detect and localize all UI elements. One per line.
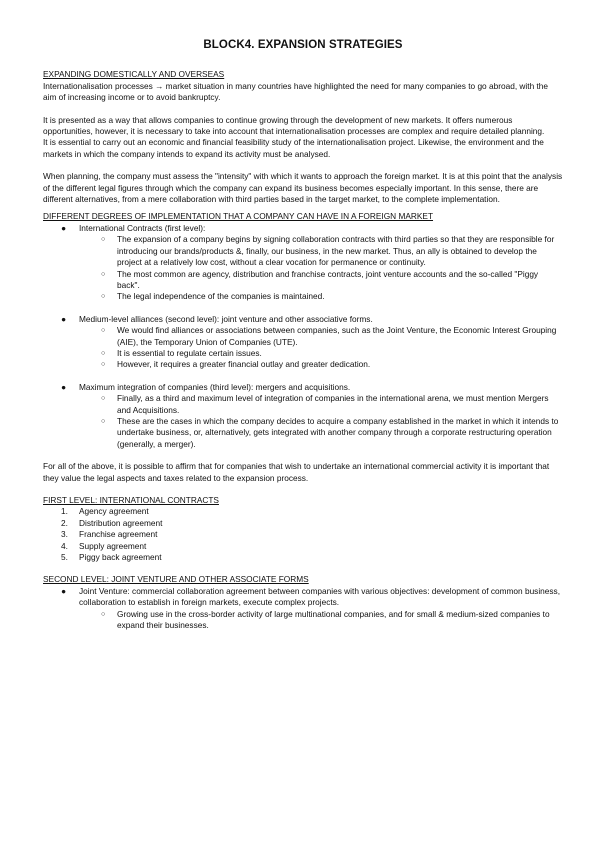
list-number: 4. [61, 540, 68, 551]
list-item [79, 416, 563, 450]
bullet-icon: ● [61, 585, 67, 596]
list-item-text: The legal independence of the companies is maintained. [117, 291, 325, 302]
list-item [43, 541, 563, 552]
list-item [43, 552, 563, 563]
list-item-text: Piggy back agreement [79, 552, 162, 563]
section-heading-first-level: FIRST LEVEL: INTERNATIONAL CONTRACTS [43, 495, 219, 505]
circle-bullet-icon: ○ [101, 349, 106, 357]
bullet-list [43, 223, 563, 303]
list-number: 2. [61, 517, 68, 528]
sub-bullet-list [79, 609, 563, 632]
bullet-icon: ● [61, 381, 67, 392]
list-item [79, 325, 563, 348]
list-item-text: The most common are agency, distribution and franchise contracts, joint venture accounts and the so-called "Piggy back". [117, 268, 539, 290]
document-page [43, 40, 563, 631]
circle-bullet-icon: ○ [101, 417, 106, 425]
list-item [79, 359, 563, 370]
list-item-text: Medium-level alliances (second level): joint venture and other associative forms. [79, 313, 373, 324]
sub-bullet-list [79, 393, 563, 450]
list-item-text: These are the cases in which the company decides to acquire a company established in the market in which it intends to undertake business, or, alternatively, gets integrated with another company through a corporate restructuring operation (generally, a merger). [117, 415, 559, 449]
list-item [43, 529, 563, 540]
circle-bullet-icon: ○ [101, 395, 106, 403]
list-item [79, 234, 563, 268]
list-item-text: Franchise agreement [79, 529, 158, 540]
bullet-icon: ● [61, 313, 67, 324]
numbered-list [43, 506, 563, 563]
paragraph: When planning, the company must assess the "intensity" with which it wants to approach the foreign market. It is at this point that the analysis of the different legal figures through which the company can expand its business becomes especially important. In this sense, there are different alternatives, from a mere collaboration with third parties based in the target market, to the complete implementation. [43, 171, 563, 205]
list-item-text: Maximum integration of companies (third level): mergers and acquisitions. [79, 381, 351, 392]
circle-bullet-icon: ○ [101, 327, 106, 335]
sub-bullet-list [79, 325, 563, 371]
bullet-list [43, 586, 563, 632]
list-item-text: Distribution agreement [79, 517, 163, 528]
list-item [43, 518, 563, 529]
list-item [43, 586, 563, 632]
list-number: 5. [61, 552, 68, 563]
section-heading-second-level: SECOND LEVEL: JOINT VENTURE AND OTHER ASSOCIATE FORMS [43, 574, 309, 585]
list-item [79, 348, 563, 359]
circle-bullet-icon: ○ [101, 236, 106, 244]
list-item-text: Growing use in the cross-border activity of large multinational companies, and for small & medium-sized companies to expand their businesses. [117, 608, 550, 631]
bullet-list [43, 314, 563, 371]
section-heading-degrees: DIFFERENT DEGREES OF IMPLEMENTATION THAT A COMPANY CAN HAVE IN A FOREIGN MARKET [43, 211, 434, 222]
section-heading-expanding: EXPANDING DOMESTICALLY AND OVERSEAS [43, 69, 225, 80]
list-item-text: Finally, as a third and maximum level of integration of companies in the international arena, we must mention Mergers and Acquisitions. [117, 393, 549, 415]
list-item [43, 314, 563, 371]
sub-bullet-list [79, 234, 563, 302]
list-item [79, 269, 563, 292]
paragraph: It is essential to carry out an economic and financial feasibility study of the internationalisation project. Likewise, the environment and the markets in which the company intends to expand its activity must be analysed. [43, 137, 544, 159]
list-item-text: Joint Venture: commercial collaboration agreement between companies with various objectives: development of common business, collaboration to establish in foreign markets, execute complex projects. [79, 585, 561, 608]
list-item-text: We would find alliances or associations between companies, such as the Joint Venture, the Economic Interest Grouping (AIE), the Temporary Union of Companies (UTE). [117, 325, 557, 347]
list-item [79, 393, 563, 416]
list-number: 3. [61, 529, 68, 540]
list-item-text: Supply agreement [79, 540, 147, 551]
list-item [43, 223, 563, 303]
circle-bullet-icon: ○ [101, 293, 106, 301]
list-item-text: However, it requires a greater financial outlay and greater dedication. [117, 359, 371, 370]
paragraph: Internationalisation processes → market situation in many countries have highlighted the need for many companies to go abroad, with the aim of increasing income or to avoid bankruptcy. [43, 80, 549, 103]
circle-bullet-icon: ○ [101, 270, 106, 278]
paragraph: It is presented as a way that allows companies to continue growing through the development of new markets. It offers numerous opportunities, however, it is necessary to take into account that internationalisation processes are complex and require detailed planning. [43, 114, 545, 137]
list-item [43, 506, 563, 517]
list-item [79, 609, 563, 632]
paragraph: For all of the above, it is possible to affirm that for companies that wish to undertake an international commercial activity it is important that they value the legal aspects and taxes related to the expansion process. [43, 461, 550, 483]
bullet-list [43, 382, 563, 450]
document-title: BLOCK4. EXPANSION STRATEGIES [203, 39, 403, 51]
list-item [79, 291, 563, 302]
list-item-text: International Contracts (first level): [79, 222, 206, 233]
list-item-text: Agency agreement [79, 506, 149, 517]
list-item [43, 382, 563, 450]
list-item-text: It is essential to regulate certain issues. [117, 347, 262, 358]
list-item-text: The expansion of a company begins by signing collaboration contracts with third parties so that they are responsible for introducing our brands/products &, finally, our business, in the new market. Thus, an ally is obtained to develop the project at a relatively low cost, without a clear vocation for permanence or continuity. [117, 234, 555, 268]
circle-bullet-icon: ○ [101, 610, 106, 618]
list-number: 1. [61, 506, 68, 517]
circle-bullet-icon: ○ [101, 361, 106, 369]
bullet-icon: ● [61, 222, 67, 233]
